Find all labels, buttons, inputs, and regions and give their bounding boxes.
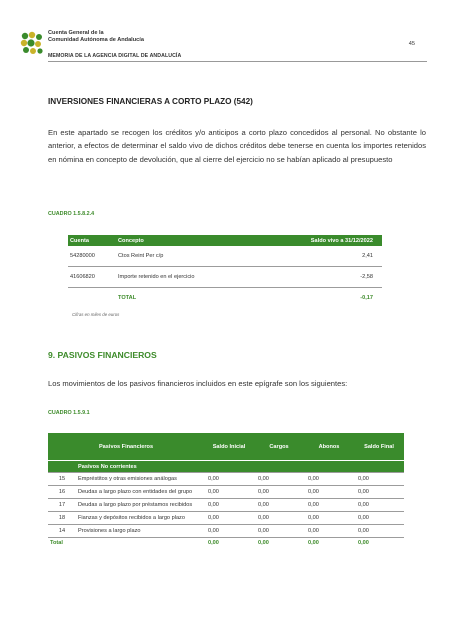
cell-cargos: 0,00: [254, 499, 304, 512]
total-saldo-final: 0,00: [358, 540, 369, 546]
cell-cuenta: [68, 288, 116, 309]
org-line-2: Comunidad Autónoma de Andalucía: [48, 36, 144, 43]
cell-abonos: 0,00: [304, 473, 354, 486]
cell-saldo: -2,58: [266, 267, 382, 288]
cell-cuenta: 54280000: [68, 246, 116, 267]
cell-total-label: TOTAL: [118, 295, 137, 301]
cell-description: Fianzas y depósitos recibidos a largo plazo: [76, 512, 204, 525]
cell-cargos: 0,00: [254, 512, 304, 525]
cell-saldo-inicial: 0,00: [204, 486, 254, 499]
cell-saldo-final: 0,00: [354, 473, 404, 486]
table-header-row: [68, 235, 382, 246]
page-number: 45: [408, 41, 415, 47]
column-header-concepto: Concepto: [116, 235, 266, 246]
cell-abonos: 0,00: [304, 525, 354, 538]
cell-saldo-final: 0,00: [354, 525, 404, 538]
table-total-row: [48, 538, 404, 549]
cell-saldo: 2,41: [266, 246, 382, 267]
table-row: [48, 499, 404, 512]
table-row: [48, 512, 404, 525]
junta-andalucia-logo-icon: [20, 31, 44, 55]
table-footnote: Cifras en miles de euros: [72, 312, 120, 317]
section-heading-pasivos: 9. PASIVOS FINANCIEROS: [48, 350, 157, 360]
cell-abonos: 0,00: [304, 499, 354, 512]
table-header-row: [48, 433, 404, 461]
total-saldo-inicial: 0,00: [208, 540, 219, 546]
cell-cargos: 0,00: [254, 525, 304, 538]
section-paragraph: En este apartado se recogen los créditos y/o anticipos a corto plazo concedidos al personal. No obstante lo anterior, a efectos de determinar el saldo vivo de dichos créditos debe tenerse en cuenta los importes retenidos en nómina en concepto de devolución, que al cierre del ejercicio no se habían aplicado al presupuesto: [48, 128, 426, 164]
cell-saldo-final: 0,00: [354, 512, 404, 525]
cell-cuenta: 41606820: [68, 267, 116, 288]
cell-description: Provisiones a largo plazo: [76, 525, 204, 538]
cell-index: 18: [48, 512, 76, 525]
cell-saldo-final: 0,00: [354, 499, 404, 512]
cell-saldo-inicial: 0,00: [204, 512, 254, 525]
cell-description: Deudas a largo plazo por préstamos recibidos: [76, 499, 204, 512]
org-line-1: Cuenta General de la: [48, 30, 104, 36]
table-subheader-row: [48, 461, 404, 473]
column-header-cuenta: Cuenta: [68, 235, 116, 246]
cell-cargos: 0,00: [254, 473, 304, 486]
section-heading: INVERSIONES FINANCIERAS A CORTO PLAZO (542): [48, 97, 253, 106]
cell-index: 17: [48, 499, 76, 512]
cell-saldo-inicial: 0,00: [204, 499, 254, 512]
table-row: [48, 473, 404, 486]
cell-abonos: 0,00: [304, 486, 354, 499]
cell-index: 14: [48, 525, 76, 538]
org-name: [48, 30, 144, 43]
cell-description: Deudas a largo plazo con entidades del grupo: [76, 486, 204, 499]
cell-index: 15: [48, 473, 76, 486]
table-row: [48, 486, 404, 499]
column-header-saldo-final: Saldo Final: [354, 433, 404, 461]
cell-concepto: Importe retenido en el ejercicio: [116, 267, 266, 288]
cell-description: Empréstitos y otras emisiones análogas: [76, 473, 204, 486]
header-divider: [48, 61, 427, 62]
total-abonos: 0,00: [308, 540, 319, 546]
table-total-row: [68, 288, 382, 309]
table-row: [68, 246, 382, 267]
cell-saldo-final: 0,00: [354, 486, 404, 499]
subheader-label: Pasivos No corrientes: [76, 461, 204, 473]
financial-liabilities-table: [48, 433, 404, 548]
total-cargos: 0,00: [258, 540, 269, 546]
table-row: [68, 267, 382, 288]
short-term-investments-table: [68, 235, 382, 308]
table-row: [48, 525, 404, 538]
column-header-saldo-inicial: Saldo Inicial: [204, 433, 254, 461]
memoria-title: MEMORIA DE LA AGENCIA DIGITAL DE ANDALUCÍA: [48, 53, 182, 59]
cell-saldo-inicial: 0,00: [204, 473, 254, 486]
section-paragraph-pasivos: Los movimientos de los pasivos financieros incluidos en este epígrafe son los siguientes:: [48, 379, 348, 388]
cell-total-value: -0,17: [360, 295, 373, 301]
table-caption-pasivos: CUADRO 1.5.9.1: [48, 410, 90, 416]
column-header-pasivos: Pasivos Financieros: [48, 433, 204, 461]
cell-index: 16: [48, 486, 76, 499]
column-header-cargos: Cargos: [254, 433, 304, 461]
cell-concepto: Ctos Reint Per c/p: [116, 246, 266, 267]
cell-cargos: 0,00: [254, 486, 304, 499]
column-header-abonos: Abonos: [304, 433, 354, 461]
total-label: Total: [50, 540, 63, 546]
cell-saldo-inicial: 0,00: [204, 525, 254, 538]
cell-abonos: 0,00: [304, 512, 354, 525]
column-header-saldo: Saldo vivo a 31/12/2022: [266, 235, 382, 246]
table-caption: CUADRO 1.5.8.2.4: [48, 211, 95, 217]
